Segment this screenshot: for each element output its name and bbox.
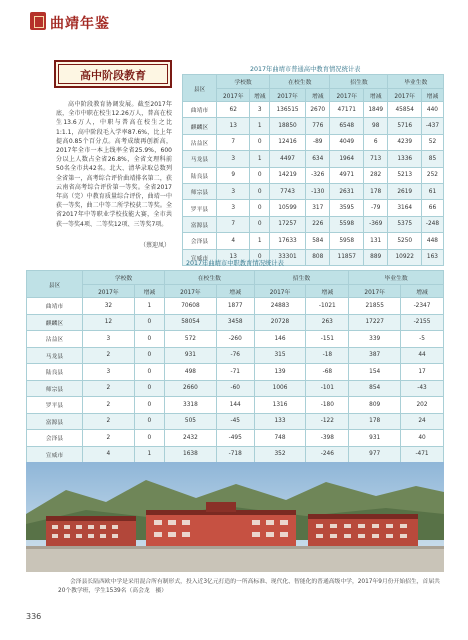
row-label: 会泽县 [27, 430, 83, 447]
table-cell: 139 [254, 364, 306, 381]
table-cell: 3164 [388, 200, 421, 216]
table-row [27, 380, 444, 397]
table-cell: 70608 [165, 298, 217, 315]
table-cell: 282 [363, 167, 387, 183]
table-cell: 62 [217, 102, 250, 118]
table-row [183, 167, 444, 183]
table-cell: 14219 [270, 167, 306, 183]
table-cell: 12 [83, 314, 135, 331]
section-title-box [54, 60, 172, 88]
table2-subhead: 2017年 [165, 285, 217, 298]
row-label: 沾益区 [27, 331, 83, 348]
table-cell: -495 [216, 430, 254, 447]
table-row [27, 430, 444, 447]
row-label: 曲靖市 [27, 298, 83, 315]
table-cell: 7743 [270, 183, 306, 199]
table-cell: 131 [363, 233, 387, 249]
table-cell: 6 [363, 134, 387, 150]
row-label: 富源县 [183, 216, 217, 232]
table-row [27, 446, 444, 463]
row-label: 沾益区 [183, 134, 217, 150]
table-row [27, 314, 444, 331]
table-cell: 5250 [388, 233, 421, 249]
table-cell: 2631 [330, 183, 363, 199]
page-number: 336 [26, 612, 42, 621]
table-cell: 1 [250, 233, 270, 249]
table-row [27, 397, 444, 414]
row-label: 曲靖市 [183, 102, 217, 118]
yearbook-title: 曲靖年鉴 [50, 16, 110, 32]
table-cell: 17227 [349, 314, 401, 331]
table-cell: -437 [421, 118, 443, 134]
table-row [27, 347, 444, 364]
table-cell: 1 [250, 151, 270, 167]
table2-subhead: 2017年 [83, 285, 135, 298]
table-cell: 226 [306, 216, 330, 232]
table-cell: 339 [349, 331, 401, 348]
table-cell: 0 [250, 134, 270, 150]
table-cell: 61 [421, 183, 443, 199]
table-cell: 136515 [270, 102, 306, 118]
table-cell: 9 [217, 167, 250, 183]
table-row [183, 118, 444, 134]
table-cell: 98 [363, 118, 387, 134]
row-label: 会泽县 [183, 233, 217, 249]
intro-paragraph: 高中阶段教育协调发展。截至2017年底，全市中职在校生12.26万人，普高在校生13.6万人，中职与普高在校生之比1:1.1，高中阶段毛入学率87.6%，比上年提高0.85个百分点。高考成绩再创新高，2017年全市一本上线率全省25.9%，600分以上人数占全省26.8%，全省文理科前50名全市共42名。北大、清华录取总数列全省第一，高考综合评价曲靖排名第二，获云南省高考综合评价第一等奖。全省2017年高（完）中教育质量综合评价，曲靖一中获一等奖，曲二中等二所学校获二等奖。全省2017年中等职业学校技能大赛，全市共获一等奖4项、二等奖12项、三等奖7项。 [56, 101, 172, 228]
table1-subhead: 增减 [250, 89, 270, 102]
table-cell: 854 [349, 380, 401, 397]
table1-subhead: 2017年 [217, 89, 250, 102]
table1-group: 毕业生数 [388, 75, 444, 89]
table-cell: 163 [421, 249, 443, 265]
table-cell: 0 [134, 364, 164, 381]
table1-subhead: 2017年 [270, 89, 306, 102]
table-cell: 144 [216, 397, 254, 414]
table-cell: 0 [134, 430, 164, 447]
row-label: 马龙县 [27, 347, 83, 364]
table-cell: 5716 [388, 118, 421, 134]
row-label: 马龙县 [183, 151, 217, 167]
table1-subhead: 2017年 [330, 89, 363, 102]
table-cell: 12416 [270, 134, 306, 150]
table1-subhead: 2017年 [388, 89, 421, 102]
table-cell: 3595 [330, 200, 363, 216]
table-cell: 4497 [270, 151, 306, 167]
table-cell: 85 [421, 151, 443, 167]
table1-caption: 2017年曲靖市普通高中教育情况统计表 [250, 66, 361, 73]
table-row [183, 183, 444, 199]
table-cell: 133 [254, 413, 306, 430]
table-cell: 0 [250, 216, 270, 232]
table-cell: 7 [217, 134, 250, 150]
table1-group: 在校生数 [270, 75, 330, 89]
table-row [183, 151, 444, 167]
table-cell: 0 [250, 183, 270, 199]
table-cell: 58054 [165, 314, 217, 331]
table-cell: 17257 [270, 216, 306, 232]
table-cell: 5958 [330, 233, 363, 249]
table-cell: 1964 [330, 151, 363, 167]
author-signature: （蔡迎凤） [140, 242, 171, 249]
table-cell: 5213 [388, 167, 421, 183]
row-label: 富源县 [27, 413, 83, 430]
table-cell: 17 [401, 364, 444, 381]
table-cell: 252 [421, 167, 443, 183]
table-cell: 10922 [388, 249, 421, 265]
table-cell: 3 [217, 183, 250, 199]
page-header [0, 0, 468, 46]
table-cell: 1316 [254, 397, 306, 414]
table-cell: 889 [363, 249, 387, 265]
table2-subhead: 增减 [216, 285, 254, 298]
table-cell: 1006 [254, 380, 306, 397]
table-cell: 2660 [165, 380, 217, 397]
table-cell: 2 [83, 397, 135, 414]
vocational-table [26, 270, 444, 463]
table-cell: 1638 [165, 446, 217, 463]
table-cell: 498 [165, 364, 217, 381]
row-label: 宣威市 [27, 446, 83, 463]
table-cell: 11857 [330, 249, 363, 265]
table-cell: 3 [83, 364, 135, 381]
table-cell: -68 [306, 364, 349, 381]
table-cell: 2 [83, 380, 135, 397]
table-cell: -369 [363, 216, 387, 232]
table-cell: 1 [134, 446, 164, 463]
table-cell: -471 [401, 446, 444, 463]
table-cell: -43 [401, 380, 444, 397]
table-cell: 0 [134, 314, 164, 331]
table-cell: 2670 [306, 102, 330, 118]
table-cell: 3458 [216, 314, 254, 331]
table2-caption: 2017年曲靖市中职教育情况统计表 [186, 260, 284, 267]
table-cell: 0 [134, 397, 164, 414]
table-cell: -248 [421, 216, 443, 232]
table-cell: 572 [165, 331, 217, 348]
table2-subhead: 2017年 [254, 285, 306, 298]
table-cell: -2347 [401, 298, 444, 315]
table-cell: -45 [216, 413, 254, 430]
table-cell: 0 [250, 249, 270, 265]
table-cell: 10599 [270, 200, 306, 216]
table-row [27, 413, 444, 430]
table-cell: -60 [216, 380, 254, 397]
table-cell: 1336 [388, 151, 421, 167]
table-cell: 0 [134, 413, 164, 430]
table-cell: -71 [216, 364, 254, 381]
table-cell: 17633 [270, 233, 306, 249]
table-cell: 0 [134, 331, 164, 348]
table-cell: 1 [134, 298, 164, 315]
table-cell: 3 [83, 331, 135, 348]
table-cell: -122 [306, 413, 349, 430]
table-cell: 47171 [330, 102, 363, 118]
row-label: 罗平县 [27, 397, 83, 414]
table-row [183, 200, 444, 216]
table-cell: 2432 [165, 430, 217, 447]
table-cell: 18850 [270, 118, 306, 134]
table-cell: 387 [349, 347, 401, 364]
table-cell: 3 [217, 200, 250, 216]
table-cell: 146 [254, 331, 306, 348]
row-label: 麒麟区 [27, 314, 83, 331]
table-cell: 584 [306, 233, 330, 249]
table-row [27, 364, 444, 381]
table-cell: 202 [401, 397, 444, 414]
table-cell: 13 [217, 249, 250, 265]
table-cell: 748 [254, 430, 306, 447]
table-cell: 4239 [388, 134, 421, 150]
table-cell: 2 [83, 430, 135, 447]
table-cell: 5598 [330, 216, 363, 232]
table-cell: -718 [216, 446, 254, 463]
table-cell: 2619 [388, 183, 421, 199]
table-cell: 317 [306, 200, 330, 216]
table-cell: -79 [363, 200, 387, 216]
table-cell: 634 [306, 151, 330, 167]
table-row [183, 102, 444, 118]
row-label: 陆良县 [27, 364, 83, 381]
table-cell: -151 [306, 331, 349, 348]
section-title: 高中阶段教育 [80, 69, 146, 82]
table-cell: 44 [401, 347, 444, 364]
table-cell: -246 [306, 446, 349, 463]
table-cell: 2 [83, 347, 135, 364]
table-cell: 0 [134, 380, 164, 397]
row-label: 师宗县 [183, 183, 217, 199]
table-cell: -18 [306, 347, 349, 364]
table-cell: 5375 [388, 216, 421, 232]
table1-subhead: 增减 [421, 89, 443, 102]
table-cell: 977 [349, 446, 401, 463]
table-cell: 2 [83, 413, 135, 430]
table-row [183, 134, 444, 150]
table-cell: -89 [306, 134, 330, 150]
table-cell: 0 [250, 167, 270, 183]
table-cell: 505 [165, 413, 217, 430]
table-cell: 263 [306, 314, 349, 331]
table-cell: 178 [363, 183, 387, 199]
table-row [27, 298, 444, 315]
table2-corner: 县区 [27, 271, 83, 298]
table-cell: 808 [306, 249, 330, 265]
school-campus-photo [26, 462, 444, 572]
table-cell: 776 [306, 118, 330, 134]
table-cell: 178 [349, 413, 401, 430]
table-cell: 154 [349, 364, 401, 381]
row-label: 麒麟区 [183, 118, 217, 134]
table-cell: -2155 [401, 314, 444, 331]
table-cell: 4 [217, 233, 250, 249]
row-label: 陆良县 [183, 167, 217, 183]
table-cell: -260 [216, 331, 254, 348]
table-cell: 52 [421, 134, 443, 150]
table-cell: 24883 [254, 298, 306, 315]
table-row [27, 331, 444, 348]
table-cell: 13 [217, 118, 250, 134]
table-row [183, 233, 444, 249]
row-label: 师宗县 [27, 380, 83, 397]
table-cell: 6548 [330, 118, 363, 134]
table-cell: 440 [421, 102, 443, 118]
table-cell: -398 [306, 430, 349, 447]
table-cell: 40 [401, 430, 444, 447]
table-cell: 931 [349, 430, 401, 447]
table-cell: 3 [217, 151, 250, 167]
table-cell: 45854 [388, 102, 421, 118]
table2-subhead: 增减 [306, 285, 349, 298]
table2-subhead: 增减 [134, 285, 164, 298]
table1-subhead: 增减 [363, 89, 387, 102]
yearbook-logo-icon [30, 12, 46, 30]
table-cell: 20728 [254, 314, 306, 331]
table-cell: -1021 [306, 298, 349, 315]
table-cell: 3318 [165, 397, 217, 414]
table-cell: 4971 [330, 167, 363, 183]
table-cell: -326 [306, 167, 330, 183]
table2-group: 学校数 [83, 271, 165, 285]
table-cell: 4 [83, 446, 135, 463]
table-cell: -130 [306, 183, 330, 199]
table-cell: 3 [250, 102, 270, 118]
table-cell: -76 [216, 347, 254, 364]
table-cell: 66 [421, 200, 443, 216]
table-cell: 352 [254, 446, 306, 463]
table-cell: 315 [254, 347, 306, 364]
table-cell: 931 [165, 347, 217, 364]
photo-caption: 会泽县长陆西欧中学是采用混合所有制形式，投入近3亿元打造的一所高标准、现代化、智能化的普通高级中学，2017年9月份开始招生，首届共20个教学班，学生1539名（高会龙 摄） [58, 579, 440, 594]
table-cell: -101 [306, 380, 349, 397]
high-school-table [182, 74, 444, 266]
table-cell: 809 [349, 397, 401, 414]
table-cell: 0 [250, 200, 270, 216]
table-cell: 1877 [216, 298, 254, 315]
table1-group: 招生数 [330, 75, 388, 89]
table-cell: -5 [401, 331, 444, 348]
table-cell: 713 [363, 151, 387, 167]
table-cell: 32 [83, 298, 135, 315]
table1-group: 学校数 [217, 75, 270, 89]
table-cell: 33301 [270, 249, 306, 265]
row-label: 宣威市 [183, 249, 217, 265]
table2-group: 招生数 [254, 271, 349, 285]
table-cell: 4049 [330, 134, 363, 150]
table-cell: 21855 [349, 298, 401, 315]
table2-subhead: 增减 [401, 285, 444, 298]
table1-subhead: 增减 [306, 89, 330, 102]
table2-group: 在校生数 [165, 271, 255, 285]
table-cell: 448 [421, 233, 443, 249]
table-cell: 1849 [363, 102, 387, 118]
table-cell: 1 [250, 118, 270, 134]
row-label: 罗平县 [183, 200, 217, 216]
table2-subhead: 2017年 [349, 285, 401, 298]
table-cell: 24 [401, 413, 444, 430]
table-cell: -180 [306, 397, 349, 414]
table-row [183, 216, 444, 232]
table1-corner: 县区 [183, 75, 217, 102]
table2-group: 毕业生数 [349, 271, 444, 285]
table-cell: 0 [134, 347, 164, 364]
table-cell: 7 [217, 216, 250, 232]
